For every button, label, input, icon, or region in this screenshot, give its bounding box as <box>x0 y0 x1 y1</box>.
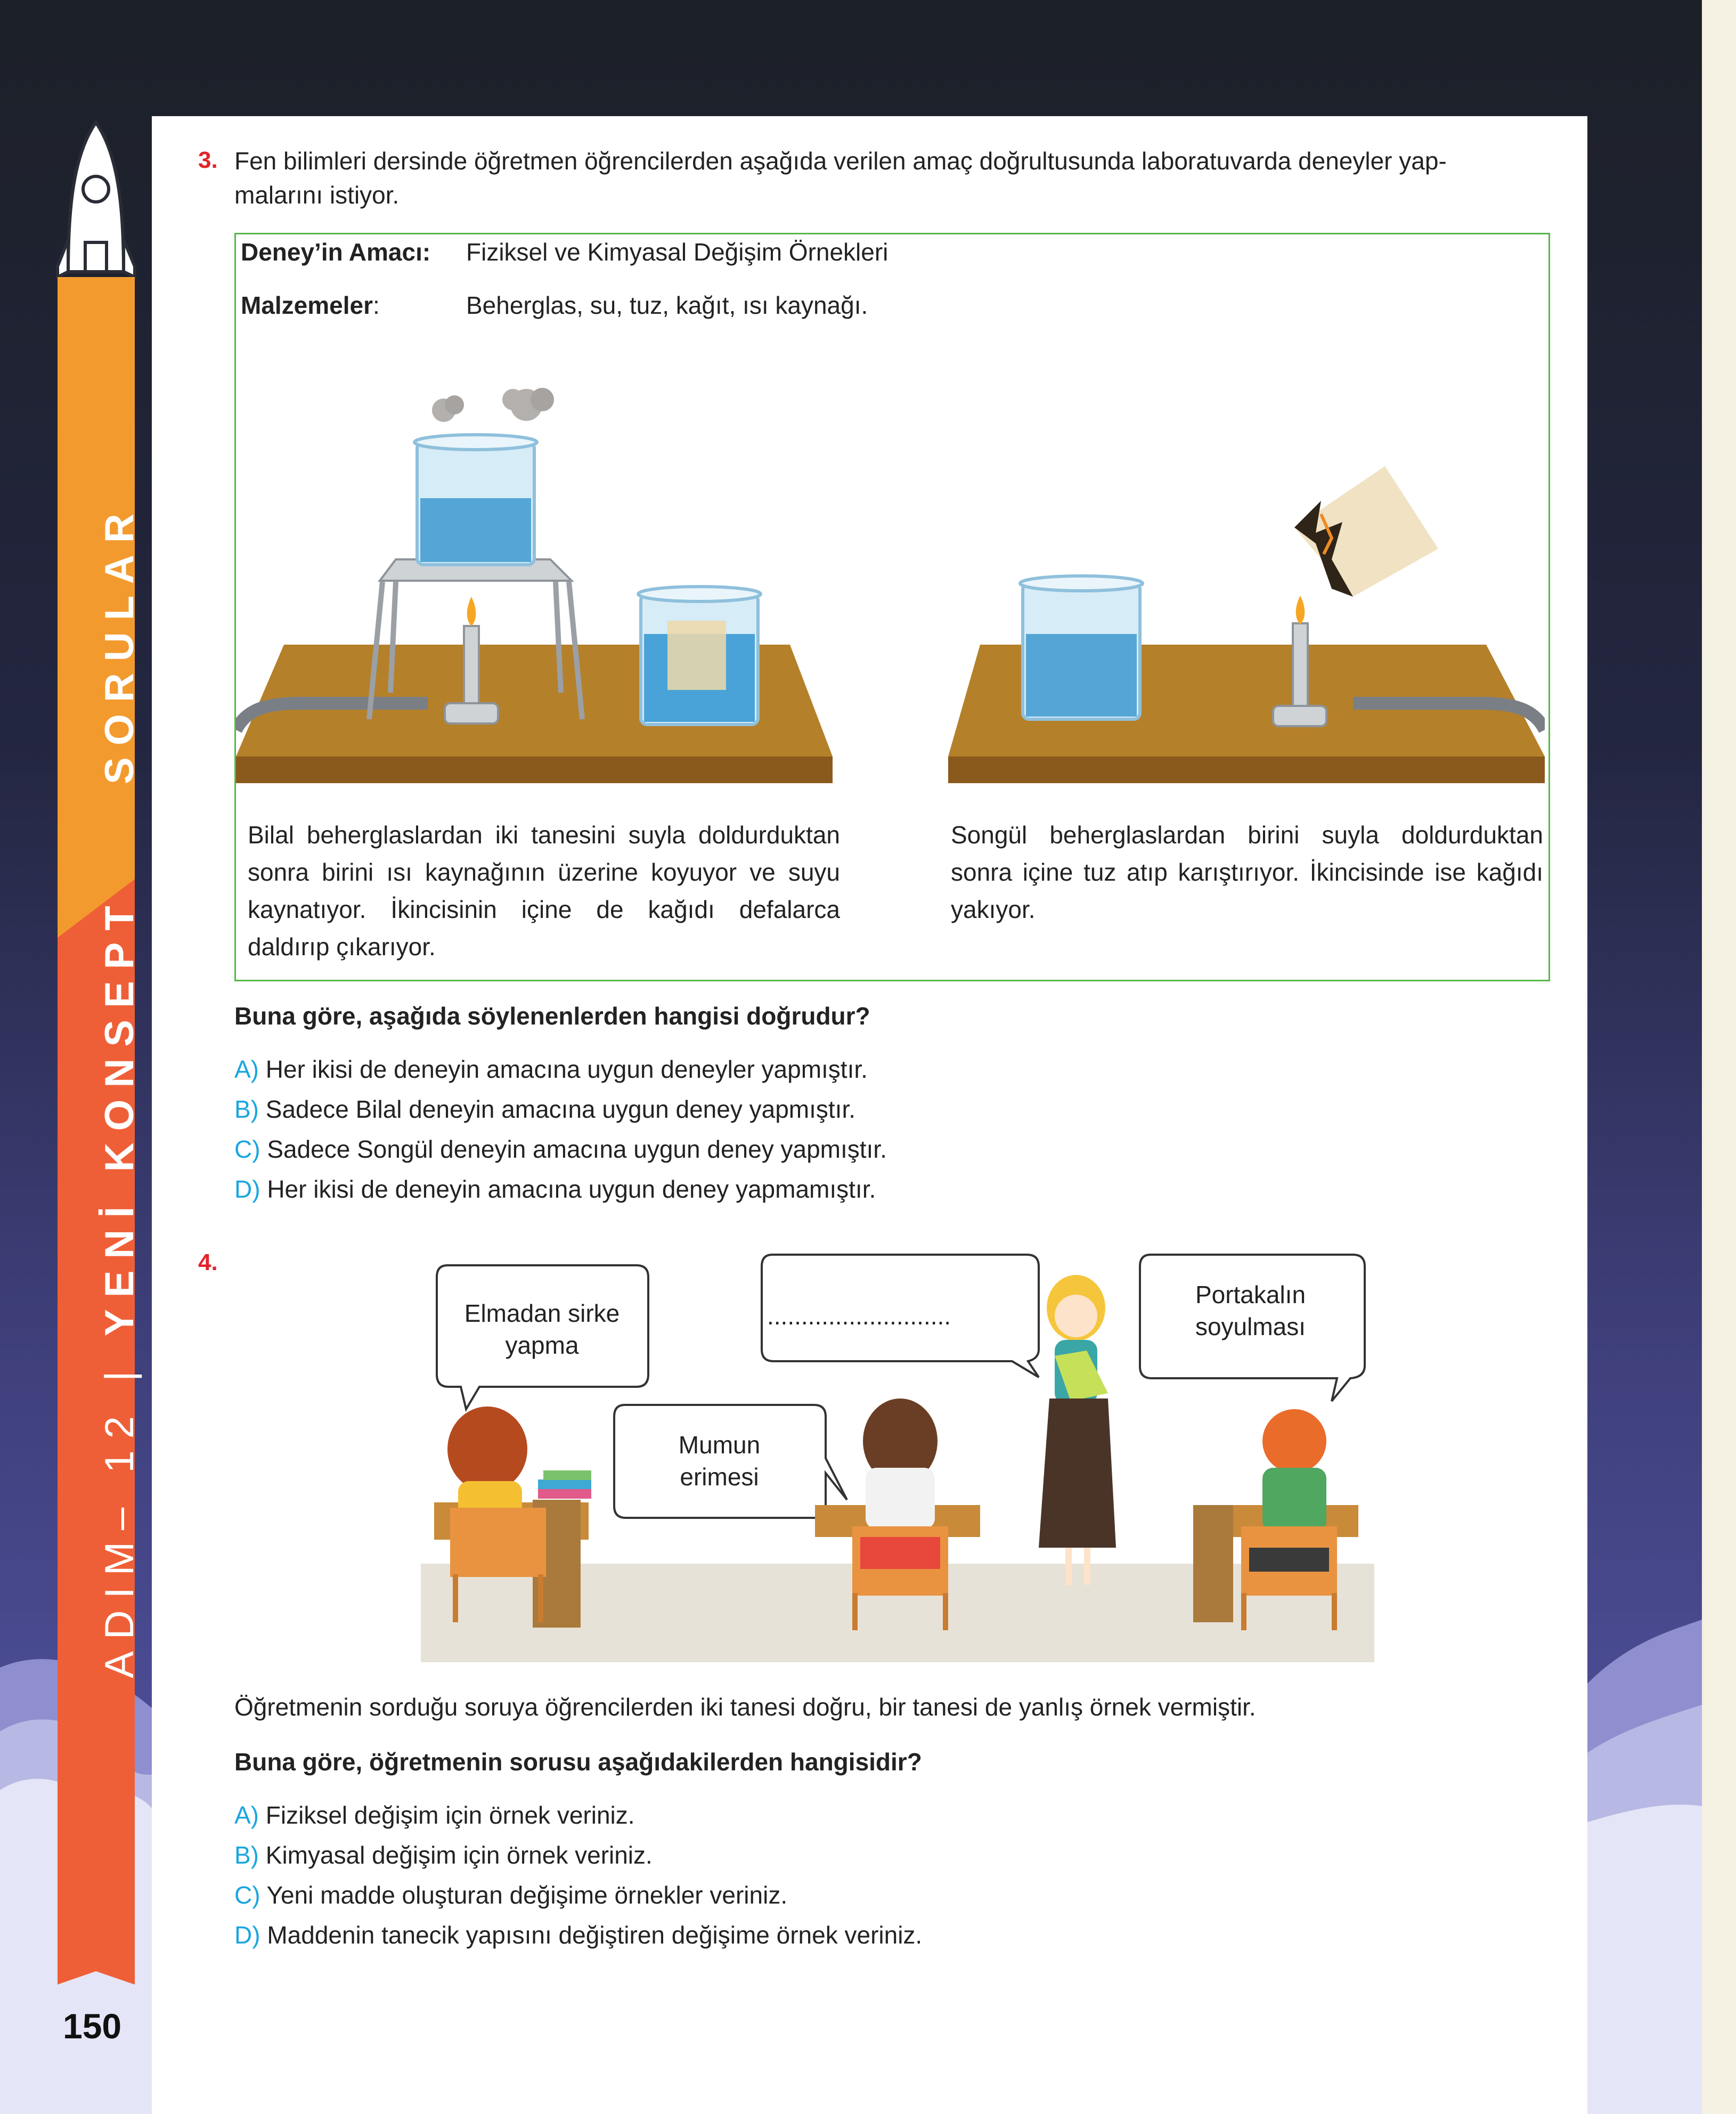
q4-question: Buna göre, öğretmenin sorusu aşağıdakilerden hangisidir? <box>234 1748 922 1776</box>
q3-option-c[interactable]: C) Sadece Songül deneyin amacına uygun deney yapmıştır. <box>234 1135 887 1163</box>
q3-stem-line2: malarını istiyor. <box>234 181 400 209</box>
q4-option-c[interactable]: C) Yeni madde oluşturan değişime örnekler veriniz. <box>234 1881 788 1909</box>
q3-stem-line1: Fen bilimleri dersinde öğretmen öğrencilerden aşağıda verilen amaç doğrultusunda laboratuvarda deneyler yap- <box>234 147 1447 175</box>
sidebar-label-section: SORULAR <box>97 502 142 784</box>
bubble-right-text: Portakalın soyulması <box>1195 1281 1306 1340</box>
songul-experiment-illustration <box>948 464 1545 794</box>
purpose-label: Deney’in Amacı: <box>241 238 431 266</box>
q4-option-b[interactable]: B) Kimyasal değişim için örnek veriniz. <box>234 1841 653 1869</box>
sidebar-label-thin: ADIM– 12 | <box>97 1359 142 1678</box>
bubble-teacher-text: ........................... <box>767 1302 951 1330</box>
cloud-right <box>1587 1620 1702 2114</box>
sidebar-title <box>96 502 143 1678</box>
sidebar-label-bold: YENİ KONSEPT <box>97 894 142 1337</box>
q4-option-d[interactable]: D) Maddenin tanecik yapısını değiştiren değişime örnek veriniz. <box>234 1921 923 1949</box>
q4-option-a[interactable]: A) Fiziksel değişim için örnek veriniz. <box>234 1801 635 1829</box>
q3-question: Buna göre, aşağıda söylenenlerden hangisi doğrudur? <box>234 1002 870 1030</box>
bilal-description: Bilal beherglaslardan iki tanesini suyla doldurduktan sonra birini ısı kaynağının üzerine koyuyor ve suyu kaynatıyor. İkincisinin içine de kağıdı defalarca daldırıp çıkarıyor. <box>248 821 840 961</box>
q3-option-d[interactable]: D) Her ikisi de deneyin amacına uygun deney yapmamıştır. <box>234 1175 876 1203</box>
bilal-experiment-illustration <box>236 384 838 794</box>
q3-option-b[interactable]: B) Sadece Bilal deneyin amacına uygun deney yapmıştır. <box>234 1095 856 1123</box>
materials-label: Malzemeler: <box>241 291 380 319</box>
page-number: 150 <box>63 2006 122 2046</box>
teacher <box>1039 1275 1116 1585</box>
q3-option-a[interactable]: A) Her ikisi de deneyin amacına uygun deneyler yapmıştır. <box>234 1055 868 1083</box>
q4-statement: Öğretmenin sorduğu soruya öğrencilerden iki tanesi doğru, bir tanesi de yanlış örnek vermiştir. <box>234 1693 1256 1721</box>
page-edge-strip <box>1702 0 1736 2114</box>
bubble-middle-text: Mumun erimesi <box>678 1431 761 1491</box>
q4-number: 4. <box>198 1249 218 1275</box>
materials-value: Beherglas, su, tuz, kağıt, ısı kaynağı. <box>466 291 868 319</box>
purpose-value: Fiziksel ve Kimyasal Değişim Örnekleri <box>466 238 889 266</box>
q3-number: 3. <box>198 147 218 173</box>
bubble-left-text: Elmadan sirke yapma <box>464 1299 620 1359</box>
songul-description: Songül beherglaslardan birini suyla doldurduktan sonra içine tuz atıp karıştırıyor. İkincisinde ise kağıdı yakıyor. <box>951 821 1543 923</box>
